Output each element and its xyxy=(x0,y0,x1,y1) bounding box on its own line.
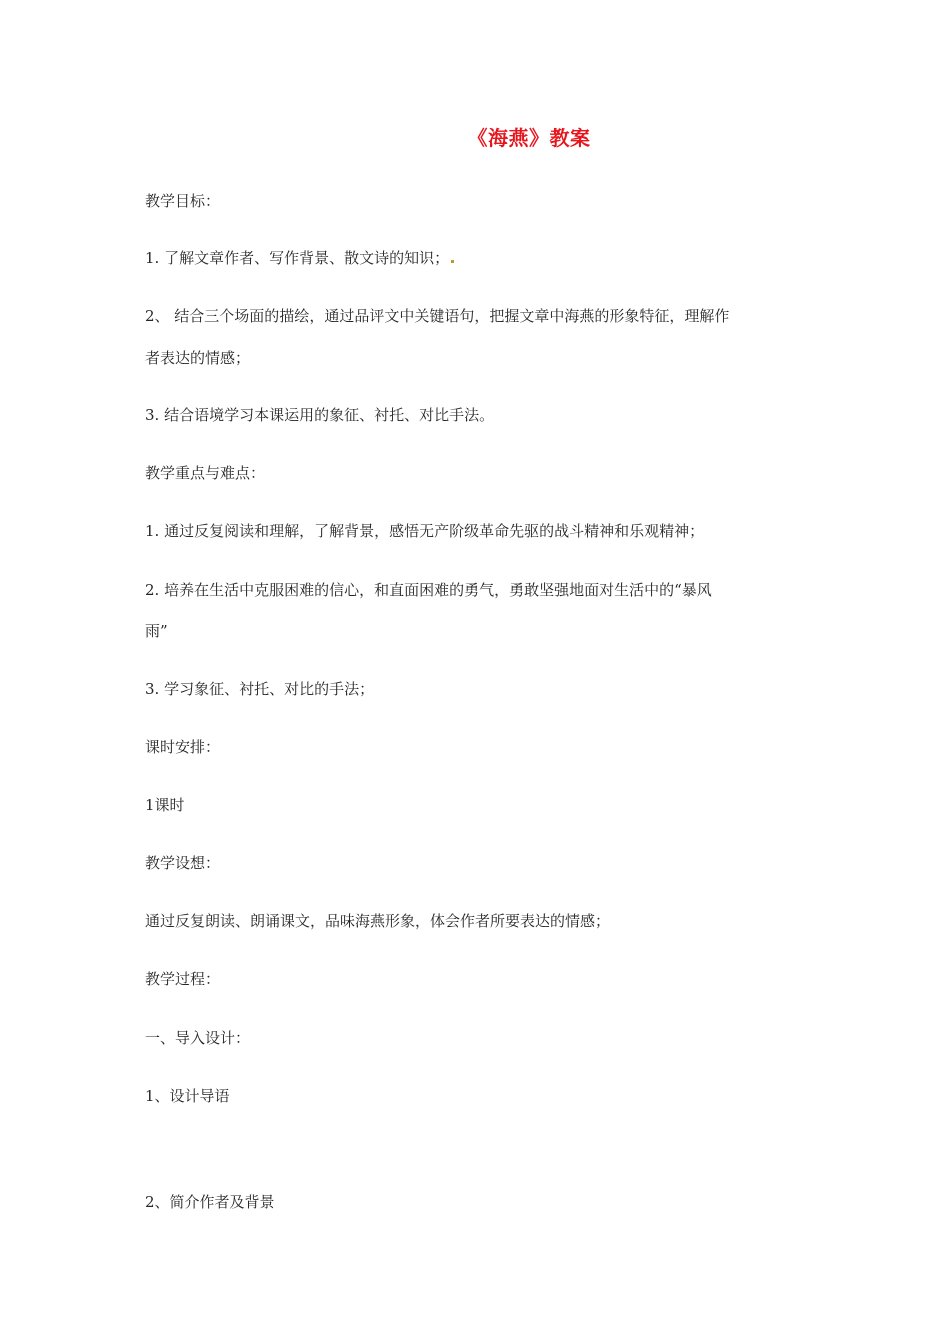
key-point-item-2: 2. 培养在生活中克服困难的信心，和直面困难的勇气，勇敢坚强地面对生活中的“暴风 xyxy=(145,581,712,599)
key-point-item-1: 1. 通过反复阅读和理解，了解背景，感悟无产阶级革命先驱的战斗精神和乐观精神； xyxy=(145,522,705,540)
process-step-1: 一、导入设计： xyxy=(145,1029,251,1047)
design-text: 通过反复朗读、朗诵课文，品味海燕形象，体会作者所要表达的情感； xyxy=(145,912,611,930)
objective-item-1: 1. 了解文章作者、写作背景、散文诗的知识； xyxy=(145,248,454,268)
section-heading-process: 教学过程： xyxy=(145,970,221,988)
schedule-value: 1课时 xyxy=(145,796,185,814)
key-point-item-2-continued: 雨” xyxy=(145,622,168,640)
objective-item-2: 2、 结合三个场面的描绘，通过品评文中关键语句，把握文章中海燕的形象特征，理解作 xyxy=(145,307,730,325)
key-point-item-3: 3. 学习象征、衬托、对比的手法； xyxy=(145,680,375,698)
process-substep-1: 1、设计导语 xyxy=(145,1087,230,1105)
objective-item-2-continued: 者表达的情感； xyxy=(145,349,251,367)
section-heading-objectives: 教学目标： xyxy=(145,192,221,210)
speck-mark xyxy=(451,260,454,263)
section-heading-design: 教学设想： xyxy=(145,854,221,872)
process-substep-2: 2、简介作者及背景 xyxy=(145,1193,275,1211)
objective-item-3: 3. 结合语境学习本课运用的象征、衬托、对比手法。 xyxy=(145,406,495,424)
section-heading-schedule: 课时安排： xyxy=(145,738,221,756)
document-title: 《海燕》教案 xyxy=(467,126,591,150)
section-heading-key-points: 教学重点与难点： xyxy=(145,464,266,482)
